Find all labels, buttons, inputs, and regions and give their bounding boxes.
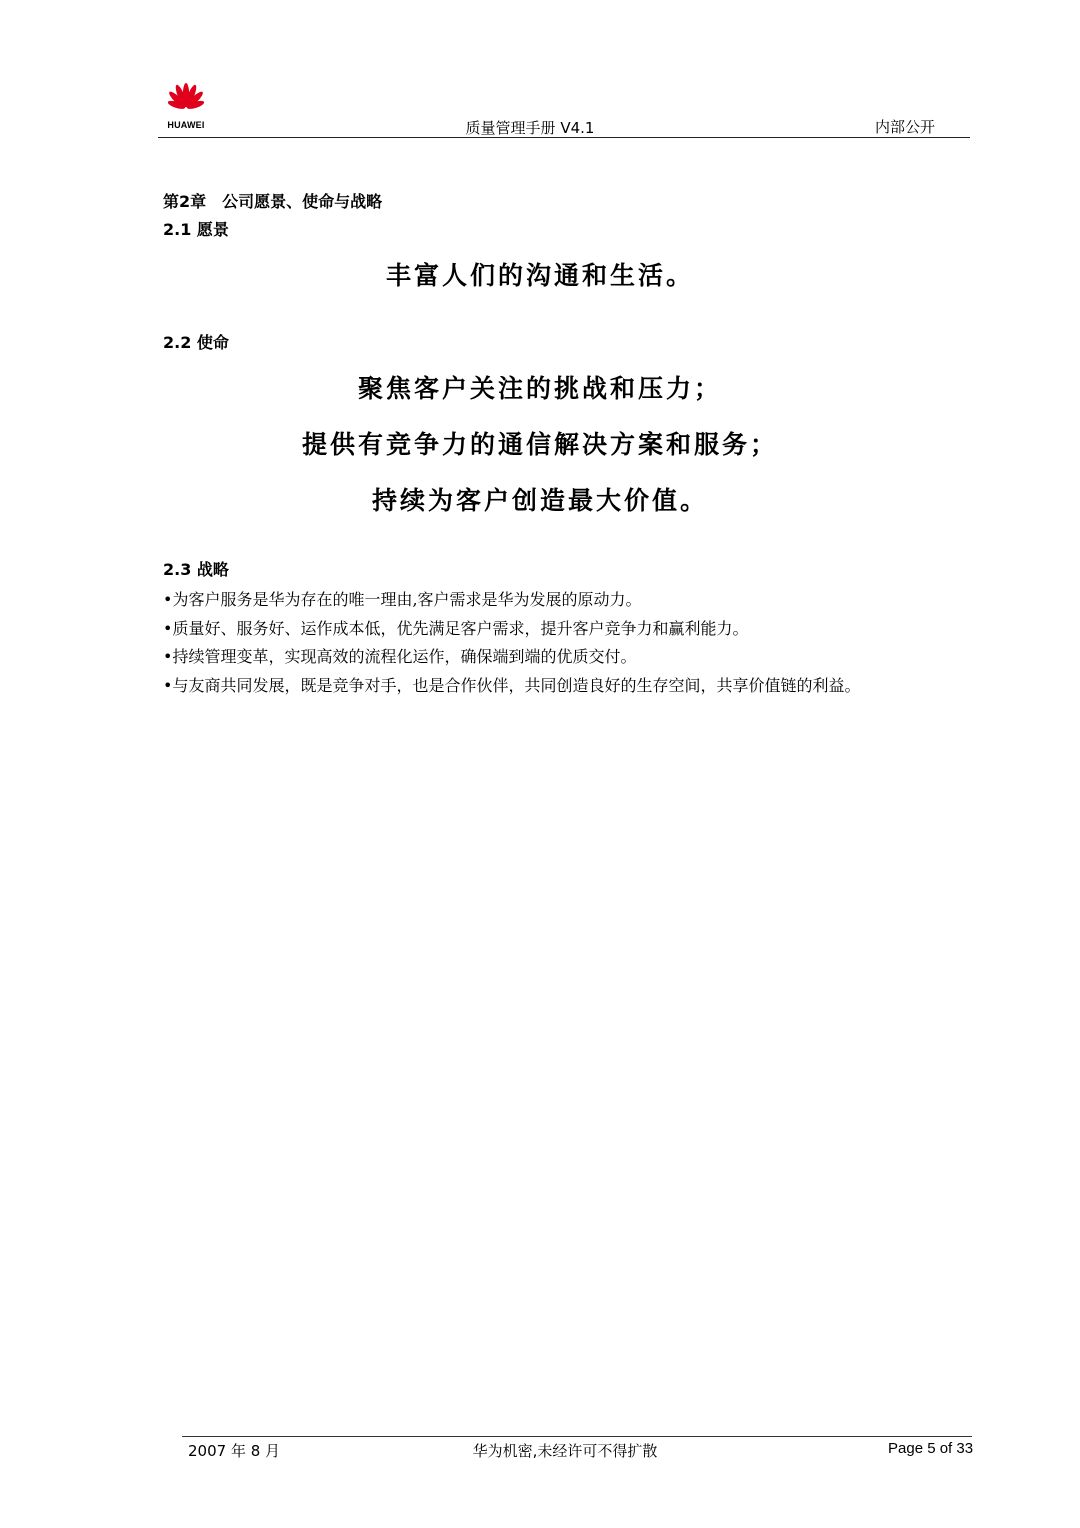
header-divider — [158, 137, 970, 138]
mission-line: 聚焦客户关注的挑战和压力； — [357, 374, 722, 403]
chapter-heading: 第2章 公司愿景、使命与战略 — [163, 192, 383, 211]
footer-date: 2007 年 8 月 — [188, 1442, 281, 1460]
strategy-list — [163, 586, 983, 700]
strategy-item: •质量好、服务好、运作成本低，优先满足客户需求，提升客户竞争力和赢利能力。 — [163, 618, 749, 638]
strategy-item: •持续管理变革，实现高效的流程化运作，确保端到端的优质交付。 — [163, 647, 637, 666]
footer-divider — [182, 1436, 972, 1437]
mission-line: 持续为客户创造最大价值。 — [371, 486, 708, 515]
vision-heading: 2.1 愿景 — [163, 220, 229, 239]
huawei-logo — [160, 82, 212, 134]
mission-line: 提供有竞争力的通信解决方案和服务； — [301, 430, 778, 459]
strategy-item: •与友商共同发展，既是竞争对手，也是合作伙伴，共同创造良好的生存空间，共享价值链的利益。 — [163, 675, 861, 695]
vision-statement: 丰富人们的沟通和生活。 — [385, 261, 694, 290]
strategy-heading: 2.3 战略 — [163, 560, 229, 579]
mission-heading: 2.2 使命 — [163, 333, 229, 352]
confidentiality-notice: 华为机密,未经许可不得扩散 — [472, 1442, 658, 1460]
classification-label: 内部公开 — [874, 118, 935, 136]
huawei-petals-icon — [160, 82, 212, 120]
document-title: 质量管理手册 V4.1 — [465, 119, 595, 137]
page-number: Page 5 of 33 — [888, 1440, 974, 1457]
logo-text: HUAWEI — [167, 120, 205, 130]
strategy-item: •为客户服务是华为存在的唯一理由,客户需求是华为发展的原动力。 — [163, 590, 642, 609]
